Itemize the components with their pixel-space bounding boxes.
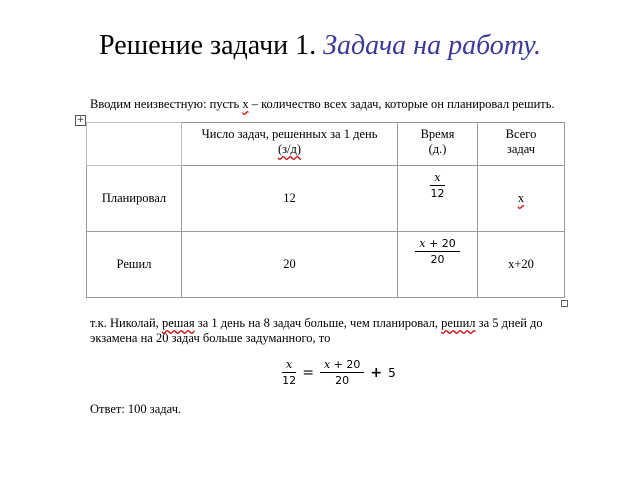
header-time-line1: Время: [420, 127, 455, 141]
planned-time: [398, 166, 478, 232]
header-per-day-line2: (з/д): [277, 142, 302, 156]
header-total-line2: задач: [506, 142, 536, 156]
planned-time-denominator: 12: [430, 187, 445, 200]
header-total-line1: Всего: [505, 127, 537, 141]
planned-time-numerator: x: [434, 171, 441, 184]
equation-lhs-numerator: x: [286, 358, 293, 371]
equation-rhs-numerator: [320, 358, 364, 371]
solved-time: [398, 232, 478, 298]
planned-time-fraction: [430, 171, 444, 200]
title-accent: Задача на работу.: [323, 30, 541, 61]
reasoning-part2: за 1 день на 8 задач больше, чем планировал,: [194, 316, 442, 330]
solved-per-day: 20: [182, 232, 398, 298]
equals-sign: =: [302, 364, 314, 381]
equation-rhs-denominator: 20: [335, 374, 350, 387]
equation-rhs-num-rest: + 20: [330, 358, 361, 371]
equation-lhs-fraction: [282, 358, 296, 387]
solved-time-numerator: [415, 237, 459, 250]
header-time-line2: (д.): [428, 142, 447, 156]
answer-text: Ответ: 100 задач.: [90, 402, 182, 416]
intro-text: [90, 97, 555, 112]
title-main: Решение задачи 1.: [99, 30, 324, 61]
solved-time-num-var: x: [419, 237, 426, 250]
plus-sign: +: [370, 364, 383, 381]
reasoning-part3: за 5 дней до экзамена на 20 задач больше задуманного, то: [90, 316, 543, 345]
reasoning-part1: т.к. Николай,: [90, 316, 162, 330]
work-table: [86, 122, 565, 298]
equation-constant: 5: [388, 365, 396, 380]
row-label-solved: Решил: [87, 232, 182, 298]
planned-per-day: 12: [182, 166, 398, 232]
equation: [282, 358, 396, 387]
header-empty-cell: [87, 123, 182, 166]
planned-total-value: х: [517, 191, 525, 205]
solved-time-fraction: [415, 237, 459, 266]
reasoning-text: [90, 316, 570, 346]
intro-after: – количество всех задач, которые он планировал решить.: [248, 97, 555, 111]
equation-rhs-fraction: [320, 358, 364, 387]
reasoning-word2: решил: [441, 316, 476, 330]
header-time: [398, 123, 478, 166]
intro-before: Вводим неизвестную: пусть: [90, 97, 243, 111]
header-per-day-line1: Число задач, решенных за 1 день: [201, 127, 378, 141]
fraction-bar: [415, 251, 459, 252]
equation-rhs-num-var: x: [323, 358, 331, 371]
header-per-day: [182, 123, 398, 166]
table-resize-handle[interactable]: [561, 300, 568, 307]
reasoning-word1: решая: [161, 316, 195, 330]
table-row: [87, 166, 565, 232]
fraction-bar: [430, 185, 444, 186]
planned-total: [478, 166, 565, 232]
table-row: [87, 232, 565, 298]
solved-time-num-rest: + 20: [425, 237, 456, 250]
table-move-handle-icon[interactable]: +: [76, 115, 85, 125]
fraction-bar: [282, 372, 296, 373]
intro-variable: х: [242, 97, 249, 111]
fraction-bar: [320, 372, 364, 373]
row-label-planned: Планировал: [87, 166, 182, 232]
equation-lhs-denominator: 12: [282, 374, 297, 387]
header-total: [478, 123, 565, 166]
solved-time-denominator: 20: [430, 253, 445, 266]
solved-total: х+20: [478, 232, 565, 298]
